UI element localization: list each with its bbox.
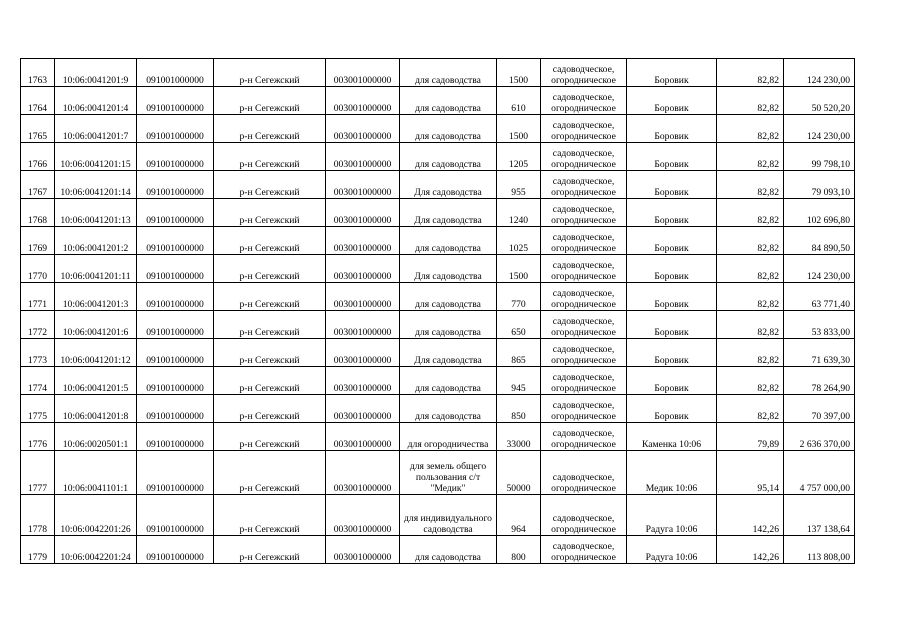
area-cell: 610 bbox=[497, 87, 541, 115]
cadastral-number-cell: 10:06:0020501:1 bbox=[55, 423, 137, 451]
district-cell: р-н Сегежский bbox=[214, 395, 326, 423]
district-cell: р-н Сегежский bbox=[214, 143, 326, 171]
area-cell: 1500 bbox=[497, 59, 541, 87]
cadastral-cost-cell: 99 798,10 bbox=[784, 143, 855, 171]
table-row bbox=[21, 423, 855, 451]
row-number-cell: 1767 bbox=[21, 171, 55, 199]
cadastral-cost-cell: 124 230,00 bbox=[784, 115, 855, 143]
specific-cost-cell: 82,82 bbox=[717, 255, 784, 283]
settlement-cell: Боровик bbox=[627, 311, 717, 339]
area-cell: 770 bbox=[497, 283, 541, 311]
row-number-cell: 1764 bbox=[21, 87, 55, 115]
cadastral-number-cell: 10:06:0041201:4 bbox=[55, 87, 137, 115]
specific-cost-cell: 82,82 bbox=[717, 199, 784, 227]
permitted-use-cell: для садоводства bbox=[400, 143, 497, 171]
land-category-line-1: садоводческое, bbox=[552, 204, 615, 215]
land-category-line-1: садоводческое, bbox=[552, 513, 615, 524]
cadastral-number-cell: 10:06:0042201:24 bbox=[55, 536, 137, 564]
cadastral-number-cell: 10:06:0041201:9 bbox=[55, 59, 137, 87]
land-category-line-2: огородническое bbox=[551, 524, 616, 535]
permitted-use-cell: для огородничества bbox=[400, 423, 497, 451]
okato-code-cell: 091001000000 bbox=[137, 395, 214, 423]
table-row bbox=[21, 87, 855, 115]
district-cell: р-н Сегежский bbox=[214, 367, 326, 395]
land-category-line-2: огородническое bbox=[551, 243, 616, 254]
land-category-line-2: огородническое bbox=[551, 483, 616, 494]
cadastral-number-cell: 10:06:0041201:3 bbox=[55, 283, 137, 311]
cadastral-number-cell: 10:06:0041201:14 bbox=[55, 171, 137, 199]
oktmo-code-cell: 003001000000 bbox=[326, 115, 400, 143]
land-category-cell bbox=[541, 423, 627, 451]
permitted-use-cell: Для садоводства bbox=[400, 339, 497, 367]
permitted-use-cell: для садоводства bbox=[400, 283, 497, 311]
permitted-use-cell: для садоводства bbox=[400, 395, 497, 423]
settlement-cell: Радуга 10:06 bbox=[627, 495, 717, 536]
cadastral-number-cell: 10:06:0041201:15 bbox=[55, 143, 137, 171]
land-category-cell bbox=[541, 227, 627, 255]
okato-code-cell: 091001000000 bbox=[137, 255, 214, 283]
permitted-use-cell: для садоводства bbox=[400, 87, 497, 115]
oktmo-code-cell: 003001000000 bbox=[326, 311, 400, 339]
cadastral-number-cell: 10:06:0041201:12 bbox=[55, 339, 137, 367]
cadastral-number-cell: 10:06:0041201:8 bbox=[55, 395, 137, 423]
land-category-line-1: садоводческое, bbox=[552, 148, 615, 159]
cadastral-cost-cell: 63 771,40 bbox=[784, 283, 855, 311]
settlement-cell: Боровик bbox=[627, 59, 717, 87]
land-category-line-2: огородническое bbox=[551, 103, 616, 114]
oktmo-code-cell: 003001000000 bbox=[326, 395, 400, 423]
permitted-use-cell: для садоводства bbox=[400, 59, 497, 87]
land-category-cell bbox=[541, 87, 627, 115]
land-category-line-1: садоводческое, bbox=[552, 176, 615, 187]
row-number-cell: 1775 bbox=[21, 395, 55, 423]
land-category-cell bbox=[541, 395, 627, 423]
cadastral-cost-cell: 102 696,80 bbox=[784, 199, 855, 227]
row-number-cell: 1778 bbox=[21, 495, 55, 536]
specific-cost-cell: 142,26 bbox=[717, 495, 784, 536]
specific-cost-cell: 82,82 bbox=[717, 283, 784, 311]
land-category-line-1: садоводческое, bbox=[552, 372, 615, 383]
land-category-cell bbox=[541, 255, 627, 283]
table-body bbox=[21, 59, 855, 564]
land-category-line-1: садоводческое, bbox=[552, 428, 615, 439]
cadastral-cost-cell: 84 890,50 bbox=[784, 227, 855, 255]
row-number-cell: 1777 bbox=[21, 451, 55, 495]
cadastral-number-cell: 10:06:0042201:26 bbox=[55, 495, 137, 536]
settlement-cell: Боровик bbox=[627, 339, 717, 367]
district-cell: р-н Сегежский bbox=[214, 199, 326, 227]
row-number-cell: 1771 bbox=[21, 283, 55, 311]
settlement-cell: Боровик bbox=[627, 87, 717, 115]
oktmo-code-cell: 003001000000 bbox=[326, 283, 400, 311]
row-number-cell: 1774 bbox=[21, 367, 55, 395]
area-cell: 1240 bbox=[497, 199, 541, 227]
land-category-cell bbox=[541, 143, 627, 171]
area-cell: 964 bbox=[497, 495, 541, 536]
land-category-cell bbox=[541, 339, 627, 367]
table-row bbox=[21, 451, 855, 495]
oktmo-code-cell: 003001000000 bbox=[326, 171, 400, 199]
table-row bbox=[21, 255, 855, 283]
row-number-cell: 1769 bbox=[21, 227, 55, 255]
table-row bbox=[21, 367, 855, 395]
okato-code-cell: 091001000000 bbox=[137, 451, 214, 495]
land-category-line-2: огородническое bbox=[551, 215, 616, 226]
land-category-cell bbox=[541, 536, 627, 564]
land-category-line-2: огородническое bbox=[551, 187, 616, 198]
settlement-cell: Боровик bbox=[627, 115, 717, 143]
settlement-cell: Боровик bbox=[627, 283, 717, 311]
area-cell: 945 bbox=[497, 367, 541, 395]
table-row bbox=[21, 171, 855, 199]
permitted-use-cell: для садоводства bbox=[400, 115, 497, 143]
oktmo-code-cell: 003001000000 bbox=[326, 199, 400, 227]
settlement-cell: Боровик bbox=[627, 143, 717, 171]
settlement-cell: Радуга 10:06 bbox=[627, 536, 717, 564]
district-cell: р-н Сегежский bbox=[214, 283, 326, 311]
permitted-use-cell: Для садоводства bbox=[400, 199, 497, 227]
table-row bbox=[21, 283, 855, 311]
oktmo-code-cell: 003001000000 bbox=[326, 143, 400, 171]
settlement-cell: Медик 10:06 bbox=[627, 451, 717, 495]
district-cell: р-н Сегежский bbox=[214, 171, 326, 199]
land-category-cell bbox=[541, 59, 627, 87]
land-category-line-1: садоводческое, bbox=[552, 316, 615, 327]
land-category-line-1: садоводческое, bbox=[552, 232, 615, 243]
land-category-line-2: огородническое bbox=[551, 131, 616, 142]
cadastral-number-cell: 10:06:0041201:7 bbox=[55, 115, 137, 143]
district-cell: р-н Сегежский bbox=[214, 87, 326, 115]
table-row bbox=[21, 59, 855, 87]
area-cell: 1025 bbox=[497, 227, 541, 255]
okato-code-cell: 091001000000 bbox=[137, 536, 214, 564]
land-category-cell bbox=[541, 451, 627, 495]
oktmo-code-cell: 003001000000 bbox=[326, 536, 400, 564]
permitted-use-cell: для садоводства bbox=[400, 227, 497, 255]
okato-code-cell: 091001000000 bbox=[137, 227, 214, 255]
okato-code-cell: 091001000000 bbox=[137, 423, 214, 451]
settlement-cell: Боровик bbox=[627, 367, 717, 395]
permitted-use-cell: для садоводства bbox=[400, 311, 497, 339]
cadastral-cost-cell: 71 639,30 bbox=[784, 339, 855, 367]
land-category-line-2: огородническое bbox=[551, 552, 616, 563]
district-cell: р-н Сегежский bbox=[214, 423, 326, 451]
okato-code-cell: 091001000000 bbox=[137, 59, 214, 87]
cadastral-number-cell: 10:06:0041101:1 bbox=[55, 451, 137, 495]
table-row bbox=[21, 115, 855, 143]
row-number-cell: 1770 bbox=[21, 255, 55, 283]
land-category-line-1: садоводческое, bbox=[552, 120, 615, 131]
row-number-cell: 1776 bbox=[21, 423, 55, 451]
table-row bbox=[21, 339, 855, 367]
land-category-line-1: садоводческое, bbox=[552, 400, 615, 411]
row-number-cell: 1772 bbox=[21, 311, 55, 339]
land-category-line-2: огородническое bbox=[551, 299, 616, 310]
area-cell: 650 bbox=[497, 311, 541, 339]
district-cell: р-н Сегежский bbox=[214, 227, 326, 255]
settlement-cell: Боровик bbox=[627, 395, 717, 423]
permitted-use-cell: для садоводства bbox=[400, 536, 497, 564]
row-number-cell: 1765 bbox=[21, 115, 55, 143]
cadastral-cost-cell: 124 230,00 bbox=[784, 59, 855, 87]
row-number-cell: 1773 bbox=[21, 339, 55, 367]
area-cell: 33000 bbox=[497, 423, 541, 451]
okato-code-cell: 091001000000 bbox=[137, 87, 214, 115]
district-cell: р-н Сегежский bbox=[214, 59, 326, 87]
land-category-line-2: огородническое bbox=[551, 439, 616, 450]
specific-cost-cell: 82,82 bbox=[717, 115, 784, 143]
oktmo-code-cell: 003001000000 bbox=[326, 59, 400, 87]
row-number-cell: 1766 bbox=[21, 143, 55, 171]
land-category-line-2: огородническое bbox=[551, 383, 616, 394]
cadastral-number-cell: 10:06:0041201:2 bbox=[55, 227, 137, 255]
permitted-use-cell: для индивидуального садоводства bbox=[400, 495, 497, 536]
land-category-line-2: огородническое bbox=[551, 327, 616, 338]
district-cell: р-н Сегежский bbox=[214, 115, 326, 143]
okato-code-cell: 091001000000 bbox=[137, 495, 214, 536]
okato-code-cell: 091001000000 bbox=[137, 199, 214, 227]
area-cell: 50000 bbox=[497, 451, 541, 495]
cadastral-cost-cell: 70 397,00 bbox=[784, 395, 855, 423]
land-category-line-2: огородническое bbox=[551, 159, 616, 170]
land-category-line-2: огородническое bbox=[551, 75, 616, 86]
permitted-use-cell: для садоводства bbox=[400, 367, 497, 395]
cadastral-cost-cell: 2 636 370,00 bbox=[784, 423, 855, 451]
cadastral-cost-cell: 79 093,10 bbox=[784, 171, 855, 199]
specific-cost-cell: 82,82 bbox=[717, 339, 784, 367]
land-category-line-1: садоводческое, bbox=[552, 288, 615, 299]
oktmo-code-cell: 003001000000 bbox=[326, 451, 400, 495]
settlement-cell: Боровик bbox=[627, 255, 717, 283]
row-number-cell: 1779 bbox=[21, 536, 55, 564]
okato-code-cell: 091001000000 bbox=[137, 115, 214, 143]
specific-cost-cell: 82,82 bbox=[717, 59, 784, 87]
permitted-use-cell: для земель общего пользования с/т "Медик" bbox=[400, 451, 497, 495]
okato-code-cell: 091001000000 bbox=[137, 311, 214, 339]
land-category-cell bbox=[541, 495, 627, 536]
cadastral-number-cell: 10:06:0041201:6 bbox=[55, 311, 137, 339]
area-cell: 1500 bbox=[497, 255, 541, 283]
cadastral-cost-cell: 78 264,90 bbox=[784, 367, 855, 395]
specific-cost-cell: 82,82 bbox=[717, 395, 784, 423]
settlement-cell: Боровик bbox=[627, 199, 717, 227]
specific-cost-cell: 82,82 bbox=[717, 87, 784, 115]
land-category-line-2: огородническое bbox=[551, 411, 616, 422]
okato-code-cell: 091001000000 bbox=[137, 171, 214, 199]
land-category-cell bbox=[541, 367, 627, 395]
okato-code-cell: 091001000000 bbox=[137, 367, 214, 395]
table-row bbox=[21, 143, 855, 171]
oktmo-code-cell: 003001000000 bbox=[326, 87, 400, 115]
land-category-line-1: садоводческое, bbox=[552, 64, 615, 75]
table-row bbox=[21, 395, 855, 423]
area-cell: 1205 bbox=[497, 143, 541, 171]
oktmo-code-cell: 003001000000 bbox=[326, 339, 400, 367]
area-cell: 1500 bbox=[497, 115, 541, 143]
permitted-use-cell: Для садоводства bbox=[400, 171, 497, 199]
land-category-line-1: садоводческое, bbox=[552, 92, 615, 103]
table-row bbox=[21, 227, 855, 255]
cadastral-cost-cell: 124 230,00 bbox=[784, 255, 855, 283]
land-category-cell bbox=[541, 199, 627, 227]
land-category-cell bbox=[541, 311, 627, 339]
land-category-cell bbox=[541, 283, 627, 311]
land-category-line-2: огородническое bbox=[551, 355, 616, 366]
okato-code-cell: 091001000000 bbox=[137, 143, 214, 171]
cadastral-cost-cell: 113 808,00 bbox=[784, 536, 855, 564]
cadastral-number-cell: 10:06:0041201:11 bbox=[55, 255, 137, 283]
specific-cost-cell: 82,82 bbox=[717, 311, 784, 339]
district-cell: р-н Сегежский bbox=[214, 311, 326, 339]
land-category-line-1: садоводческое, bbox=[552, 260, 615, 271]
specific-cost-cell: 82,82 bbox=[717, 367, 784, 395]
district-cell: р-н Сегежский bbox=[214, 339, 326, 367]
oktmo-code-cell: 003001000000 bbox=[326, 495, 400, 536]
land-category-line-1: садоводческое, bbox=[552, 344, 615, 355]
row-number-cell: 1763 bbox=[21, 59, 55, 87]
table-row bbox=[21, 495, 855, 536]
specific-cost-cell: 82,82 bbox=[717, 143, 784, 171]
specific-cost-cell: 82,82 bbox=[717, 171, 784, 199]
oktmo-code-cell: 003001000000 bbox=[326, 423, 400, 451]
district-cell: р-н Сегежский bbox=[214, 495, 326, 536]
area-cell: 865 bbox=[497, 339, 541, 367]
settlement-cell: Боровик bbox=[627, 171, 717, 199]
oktmo-code-cell: 003001000000 bbox=[326, 227, 400, 255]
cadastral-number-cell: 10:06:0041201:5 bbox=[55, 367, 137, 395]
table-row bbox=[21, 311, 855, 339]
district-cell: р-н Сегежский bbox=[214, 536, 326, 564]
area-cell: 800 bbox=[497, 536, 541, 564]
cadastral-cost-cell: 50 520,20 bbox=[784, 87, 855, 115]
land-registry-table bbox=[20, 58, 855, 564]
cadastral-number-cell: 10:06:0041201:13 bbox=[55, 199, 137, 227]
specific-cost-cell: 82,82 bbox=[717, 227, 784, 255]
row-number-cell: 1768 bbox=[21, 199, 55, 227]
area-cell: 850 bbox=[497, 395, 541, 423]
settlement-cell: Каменка 10:06 bbox=[627, 423, 717, 451]
area-cell: 955 bbox=[497, 171, 541, 199]
cadastral-cost-cell: 4 757 000,00 bbox=[784, 451, 855, 495]
land-category-line-1: садоводческое, bbox=[552, 472, 615, 483]
cadastral-cost-cell: 137 138,64 bbox=[784, 495, 855, 536]
cadastral-cost-cell: 53 833,00 bbox=[784, 311, 855, 339]
table-row bbox=[21, 536, 855, 564]
permitted-use-cell: Для садоводства bbox=[400, 255, 497, 283]
oktmo-code-cell: 003001000000 bbox=[326, 367, 400, 395]
land-category-line-1: садоводческое, bbox=[552, 541, 615, 552]
okato-code-cell: 091001000000 bbox=[137, 283, 214, 311]
land-category-cell bbox=[541, 171, 627, 199]
district-cell: р-н Сегежский bbox=[214, 255, 326, 283]
table-row bbox=[21, 199, 855, 227]
land-category-line-2: огородническое bbox=[551, 271, 616, 282]
oktmo-code-cell: 003001000000 bbox=[326, 255, 400, 283]
specific-cost-cell: 95,14 bbox=[717, 451, 784, 495]
settlement-cell: Боровик bbox=[627, 227, 717, 255]
okato-code-cell: 091001000000 bbox=[137, 339, 214, 367]
district-cell: р-н Сегежский bbox=[214, 451, 326, 495]
specific-cost-cell: 142,26 bbox=[717, 536, 784, 564]
land-category-cell bbox=[541, 115, 627, 143]
specific-cost-cell: 79,89 bbox=[717, 423, 784, 451]
